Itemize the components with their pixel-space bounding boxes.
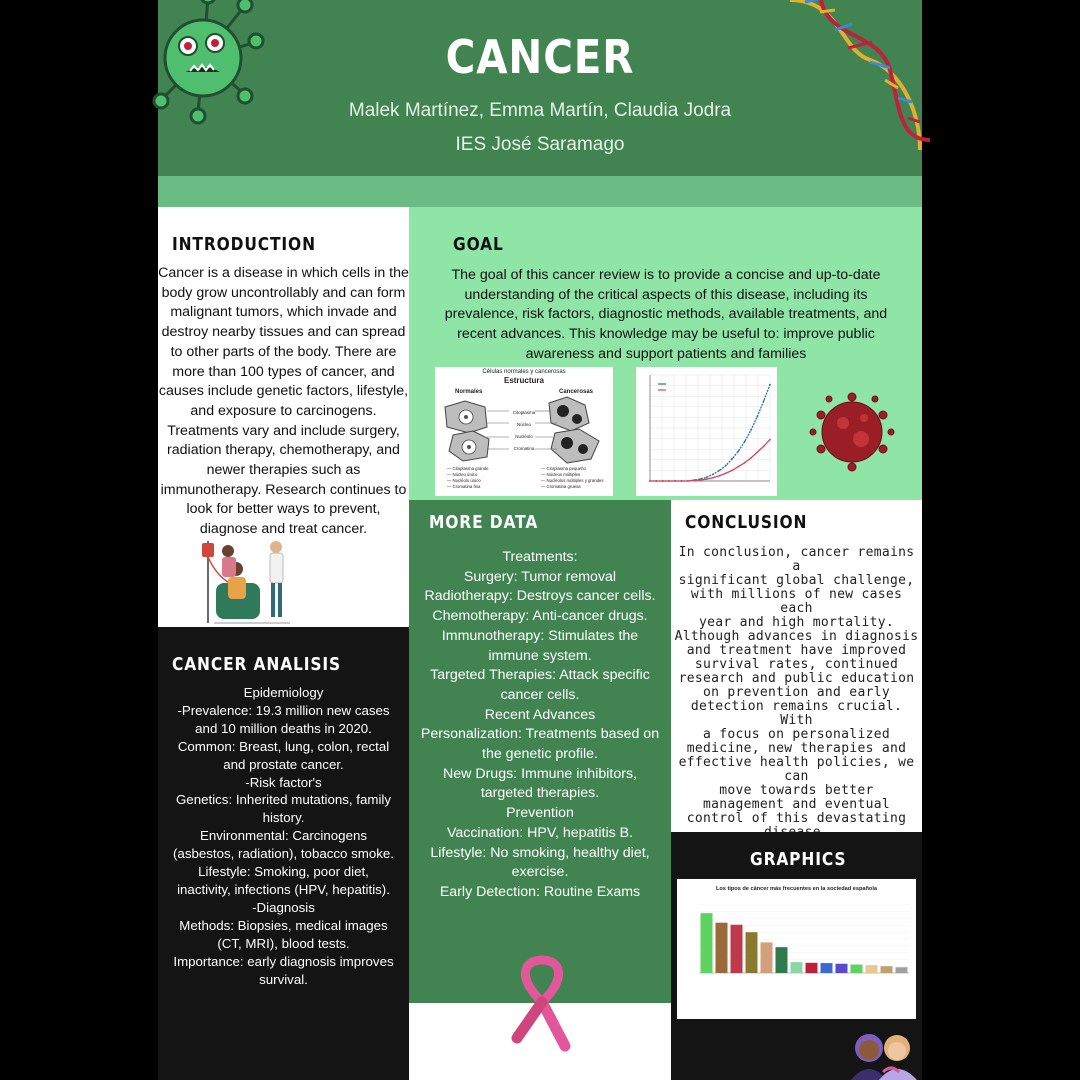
data-point	[662, 480, 664, 482]
conclusion-line: effective health policies, we can	[678, 755, 915, 784]
data-point	[744, 441, 746, 443]
conclusion-line: with millions of new cases each	[690, 587, 903, 616]
goal-text: The goal of this cancer review is to provide a concise and up-to-date understanding of the critical aspects of this disease, including its prevalence, risk factors, diagnostic methods, available treatments, and recent advances. This knowledge may be useful to: improve public awareness and support patients and families	[444, 267, 888, 362]
cell-legend-normal	[447, 466, 489, 490]
data-point	[738, 450, 740, 452]
conclusion-line: management and eventual	[703, 797, 890, 812]
data-point	[763, 400, 765, 402]
analysis-line: Environmental: Carcinogens	[199, 828, 368, 844]
data-point	[706, 476, 708, 478]
conclusion-line: Although advances in diagnosis	[674, 629, 919, 644]
legend-item: — Núcleos múltiples	[541, 472, 581, 477]
analysis-line: survival.	[259, 971, 308, 987]
graphics-panel	[671, 832, 922, 1080]
data-point	[693, 480, 695, 482]
conclusion-line: a focus on personalized	[703, 727, 890, 742]
legend-item: — Citoplasma pequeño	[541, 466, 586, 471]
data-point	[744, 462, 746, 464]
authors: Malek Martínez, Emma Martín, Claudia Jodra	[348, 100, 732, 121]
data-point	[706, 478, 708, 480]
bar	[731, 925, 743, 973]
data-point	[712, 473, 714, 475]
bar	[851, 965, 863, 973]
incidence-line-chart	[636, 367, 777, 496]
conclusion-line: survival rates, continued	[694, 657, 899, 672]
data-point	[655, 480, 657, 482]
bar	[866, 965, 878, 973]
analysis-line: history.	[262, 810, 305, 826]
bar	[761, 942, 773, 973]
more-data-line: Chemotherapy: Anti-cancer drugs.	[432, 608, 648, 625]
more-data-line: Surgery: Tumor removal	[463, 568, 617, 585]
conclusion-line: control of this devastating	[686, 811, 907, 826]
more-data-line: immune system.	[488, 647, 592, 664]
data-point	[769, 384, 771, 386]
bar	[806, 963, 818, 973]
header-band	[158, 176, 922, 207]
more-data-line: New Drugs: Immune inhibitors,	[443, 765, 637, 782]
data-point	[712, 477, 714, 479]
analysis-heading: CANCER ANALISIS	[172, 654, 342, 675]
data-point	[725, 472, 727, 474]
data-point	[681, 480, 683, 482]
cell-normal-label: Normales	[455, 389, 483, 395]
legend-item: — Nucléolo único	[447, 478, 481, 483]
poster	[158, 0, 922, 1080]
more-data-line: targeted therapies.	[480, 785, 600, 802]
conclusion-panel	[671, 500, 922, 832]
conclusion-line: on prevention and early	[703, 685, 890, 700]
data-point	[756, 416, 758, 418]
cell-cancer-label: Cancerosas	[559, 389, 594, 395]
legend-item: — Núcleo único	[447, 472, 478, 477]
legend-item: — Citoplasma grande	[447, 466, 489, 471]
analysis-line: -Risk factor's	[245, 774, 322, 790]
analysis-line: and prostate cancer.	[223, 756, 344, 772]
analysis-line: Common: Breast, lung, colon, rectal	[177, 738, 390, 754]
more-data-line: exercise.	[511, 864, 569, 881]
analysis-line: -Diagnosis	[252, 899, 315, 915]
introduction-heading: INTRODUCTION	[172, 234, 316, 255]
patient-care-illustration	[194, 539, 294, 625]
legend-item: — Cromatina gruesa	[541, 484, 581, 489]
analysis-text	[158, 684, 409, 988]
awareness-ribbon-icon	[507, 958, 577, 1050]
analysis-line: -Prevalence: 19.3 million new cases	[177, 702, 390, 718]
legend-item: — Cromatina fina	[447, 484, 481, 489]
conclusion-line: research and public education	[678, 671, 915, 686]
friends-illustration	[847, 1028, 922, 1080]
bar	[701, 913, 713, 973]
more-data-line: Vaccination: HPV, hepatitis B.	[446, 824, 634, 841]
legend-item: — Nucléolos múltiples y grandes	[541, 478, 604, 483]
header	[158, 0, 922, 176]
conclusion-line: medicine, new therapies and	[686, 741, 907, 756]
cell-label: Cromatina	[513, 446, 535, 451]
data-point	[668, 480, 670, 482]
analysis-line: and 10 million deaths in 2020.	[195, 720, 372, 736]
conclusion-line: and treatment have improved	[686, 643, 907, 658]
cell-diagram	[435, 367, 613, 496]
conclusion-heading: CONCLUSION	[685, 512, 808, 533]
data-point	[687, 480, 689, 482]
introduction-text: Cancer is a disease in which cells in the body grow uncontrollably and can form malignant tumors, which invade and destroy nearby tissues and can spread to other parts of the body. There are more than 100 types of cancer, and causes include genetic factors, lifestyle, and exposure to carcinogens. Treatments vary and include surgery, radiation therapy, chemotherapy, and newer therapies such as immunotherapy. Research continues to look for better ways to prevent, diagnose and treat cancer.	[158, 265, 409, 538]
analysis-line: Epidemiology	[243, 685, 324, 700]
analysis-line: Methods: Biopsies, medical images	[179, 917, 388, 933]
page-title: CANCER	[445, 30, 635, 84]
data-point	[674, 480, 676, 482]
cell-structure-labels	[509, 407, 539, 455]
cancer-types-bar-chart	[677, 879, 916, 1019]
data-point	[738, 466, 740, 468]
more-data-line: cancer cells.	[500, 686, 580, 703]
bar	[791, 962, 803, 973]
more-data-line: Prevention	[506, 805, 574, 822]
line-chart-card	[636, 367, 777, 496]
more-data-line: Recent Advances	[484, 706, 596, 723]
data-point	[649, 480, 651, 482]
analysis-line: Genetics: Inherited mutations, family	[175, 792, 392, 808]
goal-panel	[409, 207, 922, 500]
bar	[896, 967, 908, 973]
bar	[776, 947, 788, 973]
more-data-line: Treatments:	[502, 549, 578, 565]
analysis-line: Importance: early diagnosis improves	[173, 953, 394, 969]
analysis-line: Lifestyle: Smoking, poor diet,	[198, 864, 369, 880]
data-point	[731, 470, 733, 472]
more-data-line: Early Detection: Routine Exams	[439, 883, 641, 900]
data-point	[756, 451, 758, 453]
more-data-text	[409, 548, 671, 903]
goal-heading: GOAL	[453, 234, 504, 255]
more-data-line: the genetic profile.	[482, 746, 598, 763]
graphics-heading: GRAPHICS	[750, 849, 847, 870]
cell-label: Nucléolo	[515, 434, 533, 439]
conclusion-line: year and high mortality.	[698, 615, 895, 630]
data-point	[725, 465, 727, 467]
more-data-line: Personalization: Treatments based on	[420, 726, 660, 743]
cell-diagram-subtitle: Estructura	[503, 376, 544, 385]
data-point	[719, 475, 721, 477]
more-data-panel	[409, 500, 671, 1080]
conclusion-line: detection remains crucial. With	[690, 699, 903, 728]
cell-diagram-title: Células normales y cancerosas	[482, 369, 566, 375]
chart-title: Los tipos de cáncer más frecuentes en la sociedad española	[715, 886, 878, 892]
conclusion-line: significant global challenge,	[678, 573, 915, 588]
more-data-line: Immunotherapy: Stimulates the	[441, 627, 639, 644]
bar	[881, 966, 893, 973]
bar	[821, 963, 833, 973]
more-data-line: Radiotherapy: Destroys cancer cells.	[424, 588, 656, 605]
bar-chart-card	[677, 879, 916, 1019]
analysis-line: (asbestos, radiation), tobacco smoke.	[173, 846, 394, 862]
conclusion-text	[671, 546, 922, 840]
data-point	[763, 445, 765, 447]
virus-cell-icon	[809, 391, 895, 473]
introduction-panel	[158, 207, 409, 627]
analysis-line: (CT, MRI), blood tests.	[217, 935, 350, 951]
data-point	[750, 457, 752, 459]
more-data-line: Lifestyle: No smoking, healthy diet,	[430, 844, 650, 861]
conclusion-line: move towards better	[719, 783, 874, 798]
cell-legend-cancer	[541, 466, 604, 490]
data-point	[700, 479, 702, 481]
cell-label: Citoplasma	[512, 410, 536, 415]
school-name: IES José Saramago	[455, 134, 625, 155]
data-point	[750, 429, 752, 431]
more-data-heading: MORE DATA	[429, 512, 539, 533]
data-point	[769, 439, 771, 441]
analysis-panel	[158, 627, 409, 1080]
bar	[836, 964, 848, 973]
analysis-line: inactivity, infections (HPV, hepatitis).	[177, 881, 390, 897]
data-point	[719, 470, 721, 472]
bar	[716, 923, 728, 973]
data-point	[731, 458, 733, 460]
cell-label: Núcleo	[516, 422, 531, 427]
conclusion-line: In conclusion, cancer remains a	[678, 545, 915, 574]
more-data-line: Targeted Therapies: Attack specific	[430, 667, 650, 684]
bar	[746, 932, 758, 973]
